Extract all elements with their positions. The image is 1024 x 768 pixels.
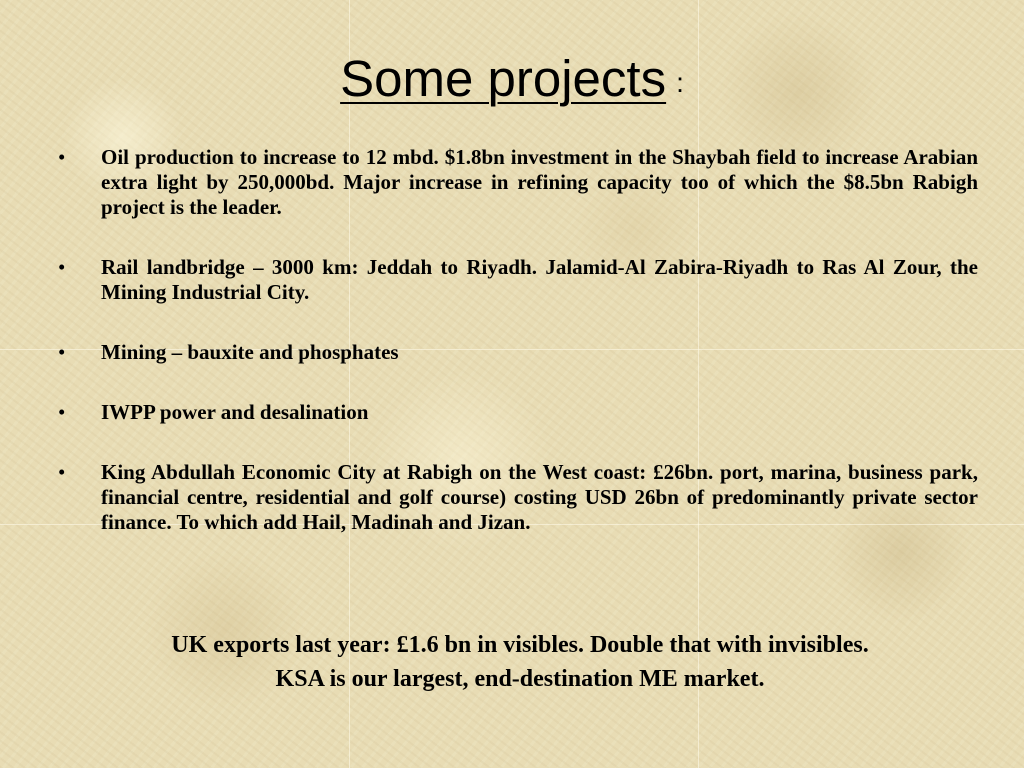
bullet-text: Oil production to increase to 12 mbd. $1.8bn investment in the Shaybah field to increase Arabian extra light by 250,000bd. Major increase in refining capacity too of which the $8.5bn Rabigh project is the leader. xyxy=(101,145,978,219)
footer-line-exports: UK exports last year: £1.6 bn in visibles. Double that with invisibles. xyxy=(171,632,869,658)
bullet-icon: • xyxy=(58,340,66,364)
bullet-icon: • xyxy=(58,255,66,279)
bullet-item xyxy=(58,340,978,365)
slide-title-text: Some projects xyxy=(340,50,667,107)
footer-summary xyxy=(0,628,1024,696)
slide-title-colon: : xyxy=(676,66,684,98)
bullet-text: Rail landbridge – 3000 km: Jeddah to Riyadh. Jalamid-Al Zabira-Riyadh to Ras Al Zour, the Mining Industrial City. xyxy=(101,255,978,304)
bullet-list xyxy=(58,145,978,570)
bullet-text: Mining – bauxite and phosphates xyxy=(101,340,399,364)
bullet-item xyxy=(58,460,978,535)
footer-line-market: KSA is our largest, end-destination ME market. xyxy=(275,666,765,692)
bullet-icon: • xyxy=(58,460,66,484)
bullet-text: King Abdullah Economic City at Rabigh on the West coast: £26bn. port, marina, business park, financial centre, residential and golf course) costing USD 26bn of predominantly private sector finance. To which add Hail, Madinah and Jizan. xyxy=(101,460,978,534)
bullet-icon: • xyxy=(58,145,66,169)
bullet-item xyxy=(58,400,978,425)
bullet-icon: • xyxy=(58,400,66,424)
bullet-item xyxy=(58,255,978,305)
slide-title xyxy=(0,44,1024,118)
bullet-text: IWPP power and desalination xyxy=(101,400,369,424)
bullet-item xyxy=(58,145,978,220)
